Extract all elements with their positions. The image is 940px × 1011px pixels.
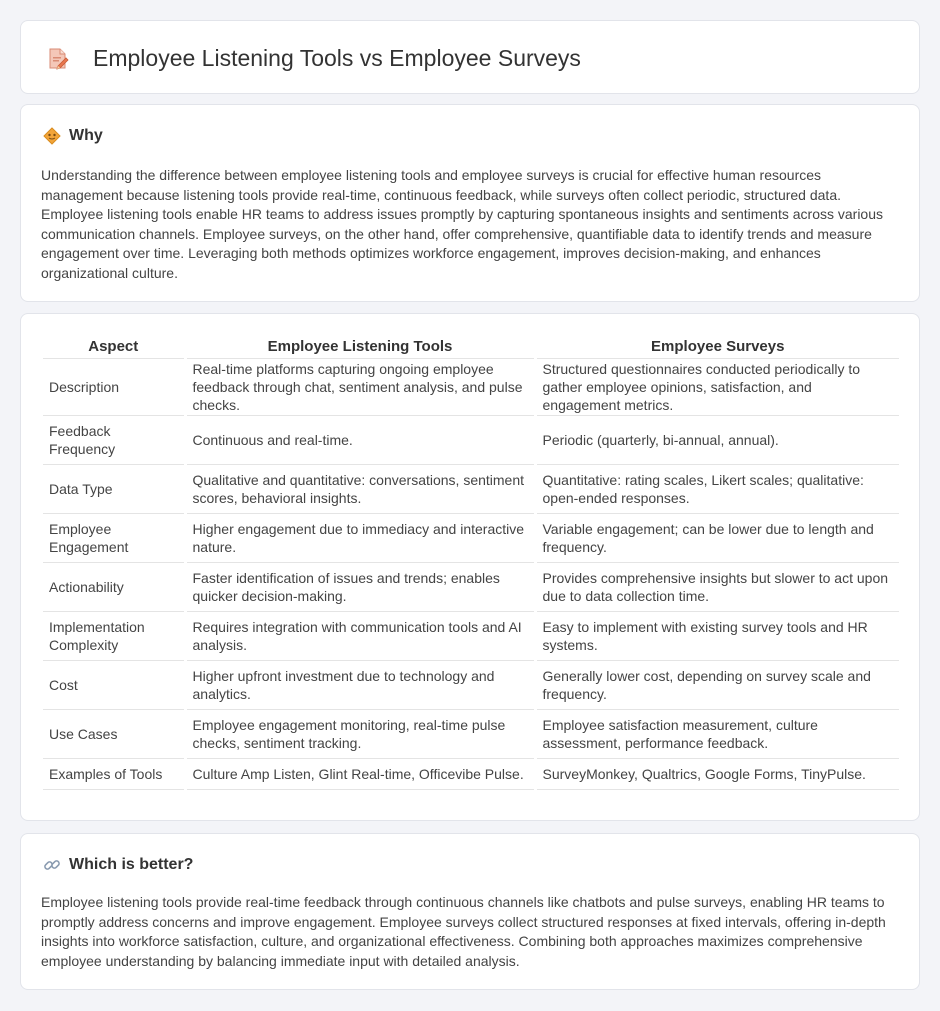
listening-cell: Employee engagement monitoring, real-time pulse checks, sentiment tracking. [185, 709, 535, 758]
header-aspect: Aspect [43, 336, 185, 358]
listening-cell: Higher upfront investment due to technology and analytics. [185, 660, 535, 709]
aspect-cell: Cost [43, 660, 185, 709]
link-icon [43, 856, 61, 874]
listening-cell: Higher engagement due to immediacy and interactive nature. [185, 513, 535, 562]
aspect-cell: Actionability [43, 562, 185, 611]
comparison-table [43, 336, 899, 790]
listening-cell: Culture Amp Listen, Glint Real-time, Officevibe Pulse. [185, 758, 535, 789]
survey-cell: Provides comprehensive insights but slower to act upon due to data collection time. [535, 562, 899, 611]
better-heading [43, 856, 193, 874]
aspect-cell: Data Type [43, 464, 185, 513]
aspect-cell: Implementation Complexity [43, 611, 185, 660]
table-row [43, 562, 899, 611]
survey-cell: Variable engagement; can be lower due to length and frequency. [535, 513, 899, 562]
listening-cell: Qualitative and quantitative: conversations, sentiment scores, behavioral insights. [185, 464, 535, 513]
survey-cell: Quantitative: rating scales, Likert scales; qualitative: open-ended responses. [535, 464, 899, 513]
which-better-section [20, 833, 920, 990]
aspect-cell: Use Cases [43, 709, 185, 758]
aspect-cell: Employee Engagement [43, 513, 185, 562]
better-text: Employee listening tools provide real-time feedback through continuous channels like chatbots and pulse surveys, enabling HR teams to promptly address concerns and improve engagement. Employee surveys collect structured responses at fixed intervals, offering in-depth insights into workforce satisfaction, culture, and organizational effectiveness. Combining both approaches maximizes comprehensive employee understanding by balancing immediate input with detailed analysis. [41, 894, 886, 969]
better-title: Which is better? [69, 856, 194, 873]
listening-cell: Faster identification of issues and trends; enables quicker decision-making. [185, 562, 535, 611]
listening-cell: Real-time platforms capturing ongoing employee feedback through chat, sentiment analysis, and pulse checks. [185, 358, 535, 415]
header-listening-tools: Employee Listening Tools [185, 336, 535, 358]
table-header-row [43, 336, 899, 358]
table-row [43, 513, 899, 562]
aspect-cell: Description [43, 358, 185, 415]
why-title: Why [69, 127, 103, 144]
document-pencil-icon [47, 47, 69, 71]
aspect-cell: Examples of Tools [43, 758, 185, 789]
table-row [43, 758, 899, 789]
page-title: Employee Listening Tools vs Employee Surveys [93, 45, 581, 71]
survey-cell: Structured questionnaires conducted periodically to gather employee opinions, satisfaction, and engagement metrics. [535, 358, 899, 415]
why-heading [43, 127, 103, 145]
aspect-cell: Feedback Frequency [43, 415, 185, 464]
survey-cell: Easy to implement with existing survey tools and HR systems. [535, 611, 899, 660]
why-section [20, 104, 920, 302]
table-row [43, 611, 899, 660]
table-row [43, 660, 899, 709]
comparison-card [20, 313, 920, 821]
header-card [20, 20, 920, 94]
table-row [43, 709, 899, 758]
table-row [43, 358, 899, 415]
table-row [43, 415, 899, 464]
header-surveys: Employee Surveys [535, 336, 899, 358]
survey-cell: Periodic (quarterly, bi-annual, annual). [535, 415, 899, 464]
diamond-sign-icon [43, 127, 61, 145]
survey-cell: Generally lower cost, depending on survey scale and frequency. [535, 660, 899, 709]
survey-cell: Employee satisfaction measurement, culture assessment, performance feedback. [535, 709, 899, 758]
survey-cell: SurveyMonkey, Qualtrics, Google Forms, TinyPulse. [535, 758, 899, 789]
why-text: Understanding the difference between employee listening tools and employee surveys is crucial for effective human resources management because listening tools provide real-time, continuous feedback, while surveys often collect periodic, structured data. Employee listening tools enable HR teams to address issues promptly by capturing spontaneous insights and sentiments across various communication channels. Employee surveys, on the other hand, offer comprehensive, quantifiable data to identify trends and measure engagement over time. Leveraging both methods optimizes workforce engagement, improves decision-making, and enhances organizational culture. [41, 167, 883, 281]
listening-cell: Requires integration with communication tools and AI analysis. [185, 611, 535, 660]
listening-cell: Continuous and real-time. [185, 415, 535, 464]
table-row [43, 464, 899, 513]
